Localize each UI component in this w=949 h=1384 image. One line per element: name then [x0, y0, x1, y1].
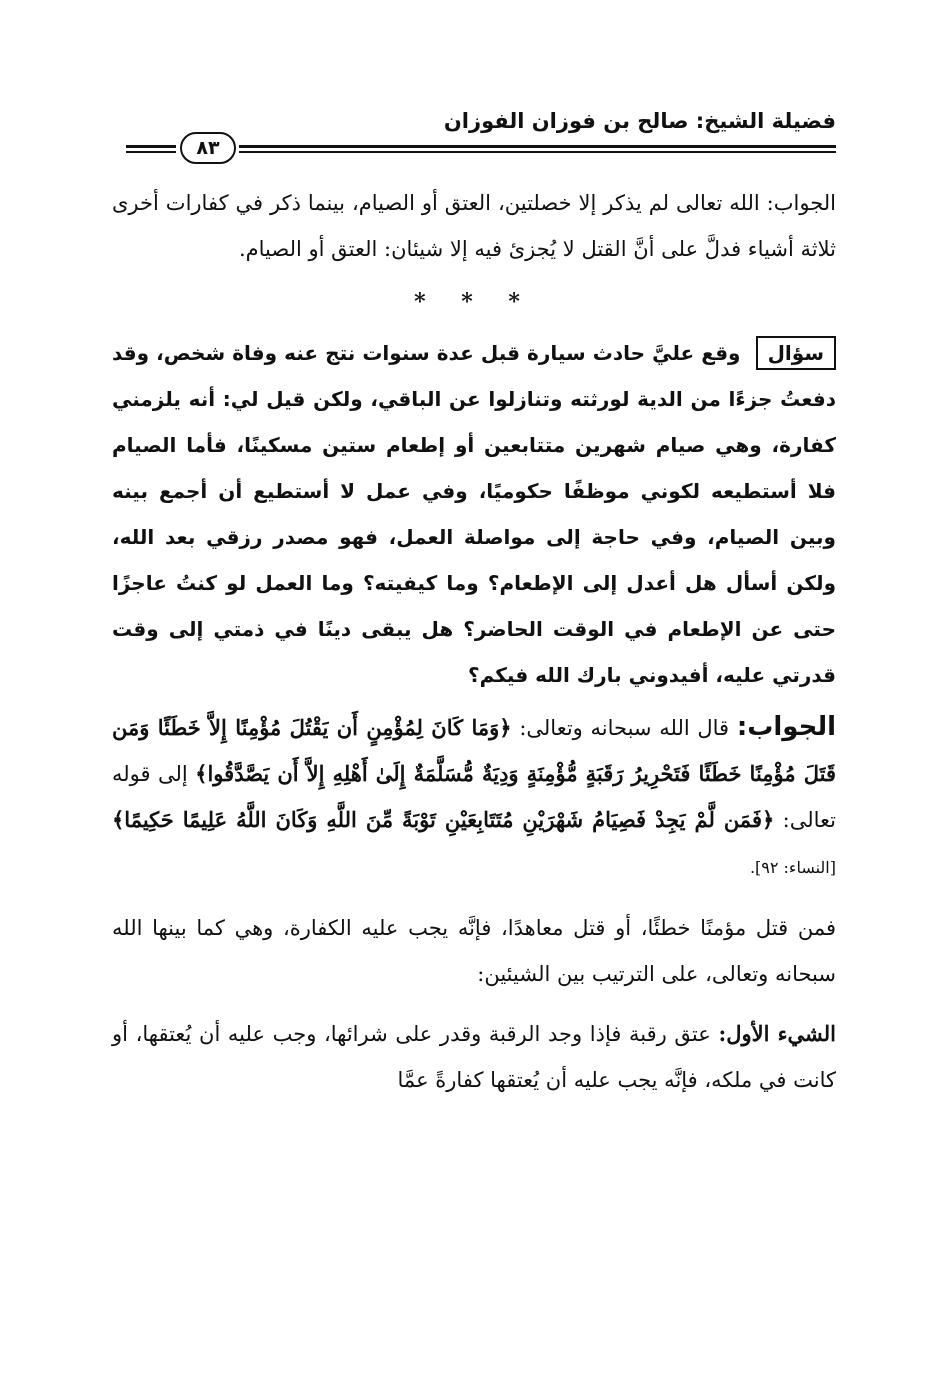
- answer-paragraph-2: [112, 704, 836, 891]
- section-separator: * * *: [414, 289, 534, 315]
- quran-verse-2: ﴿فَمَن لَّمْ يَجِدْ فَصِيَامُ شَهْرَيْنِ مُتَتَابِعَيْنِ تَوْبَةً مِّنَ اللَّهِ وَكَانَ اللَّهُ عَلِيمًا حَكِيمًا﴾: [112, 807, 775, 832]
- header-title: فضيلة الشيخ: صالح بن فوزان الفوزان: [443, 109, 836, 133]
- header-rule-short: [126, 145, 176, 153]
- answer-intro: قال الله سبحانه وتعالى:: [519, 716, 730, 740]
- quran-verse-1: ﴿وَمَا كَانَ لِمُؤْمِنٍ أَن يَقْتُلَ مُؤْمِنًا إِلاَّ خَطَئًا وَمَن قَتَلَ مُؤْمِنًا خَطَئًا فَتَحْرِيرُ رَقَبَةٍ مُّؤْمِنَةٍ وَدِيَةٌ مُّسَلَّمَةٌ إِلَىٰ أَهْلِهِ إِلاَّ أَن يَصَّدَّقُوا﴾: [112, 715, 836, 786]
- paragraph-spacer: [112, 997, 836, 1011]
- page-header: [118, 105, 836, 165]
- surah-reference: [النساء: ٩٢].: [749, 858, 836, 877]
- point-text: عتق رقبة فإذا وجد الرقبة وقدر على شرائها، وجب عليه أن يُعتقها، أو كانت في ملكه، فإنَّه يجب عليه أن يُعتقها كفارةً عمَّا: [112, 1022, 836, 1092]
- answer-middle: إلى قوله تعالى:: [112, 762, 836, 832]
- question-label-box: سؤال: [756, 336, 836, 370]
- question-text: وقع عليَّ حادث سيارة قبل عدة سنوات نتج عنه وفاة شخص، وقد دفعتُ جزءًا من الدية لورثته وتنازلوا عن الباقي، ولكن قيل لي: أنه يلزمني كفارة، وهي صيام شهرين متتابعين أو إطعام ستين مسكينًا، فأما الصيام فلا أستطيعه لكوني موظفًا حكوميًا، وفي عمل لا أستطيع أن أجمع بينه وبين الصيام، وفي حاجة إلى مواصلة العمل، فهو مصدر رزقي بعد الله، ولكن أسأل هل أعدل إلى الإطعام؟ وما كيفيته؟ وما العمل لو كنتُ عاجزًا حتى عن الإطعام في الوقت الحاضر؟ هل يبقى دينًا في ذمتي إلى وقت قدرتي عليه، أفيدوني بارك الله فيكم؟: [112, 341, 836, 687]
- paragraph-spacer: [112, 891, 836, 905]
- answer-paragraph-1: الجواب: الله تعالى لم يذكر إلا خصلتين، العتق أو الصيام، بينما ذكر في كفارات أخرى ثلاثة أشياء فدلَّ على أنَّ القتل لا يُجزئ فيه إلا شيئان: العتق أو الصيام.: [112, 191, 836, 261]
- page-content: [112, 180, 836, 1103]
- answer-label: الجواب:: [736, 712, 836, 742]
- paragraph-4: [112, 1011, 836, 1103]
- header-rule: [239, 145, 836, 153]
- question-paragraph: [112, 330, 836, 698]
- paragraph-3: فمن قتل مؤمنًا خطئًا، أو قتل معاهدًا، فإنَّه يجب عليه الكفارة، وهي كما بينها الله سبحانه وتعالى، على الترتيب بين الشيئين:: [112, 916, 836, 986]
- point-label: الشيء الأول:: [718, 1021, 837, 1046]
- page-number: ٨٣: [180, 132, 236, 164]
